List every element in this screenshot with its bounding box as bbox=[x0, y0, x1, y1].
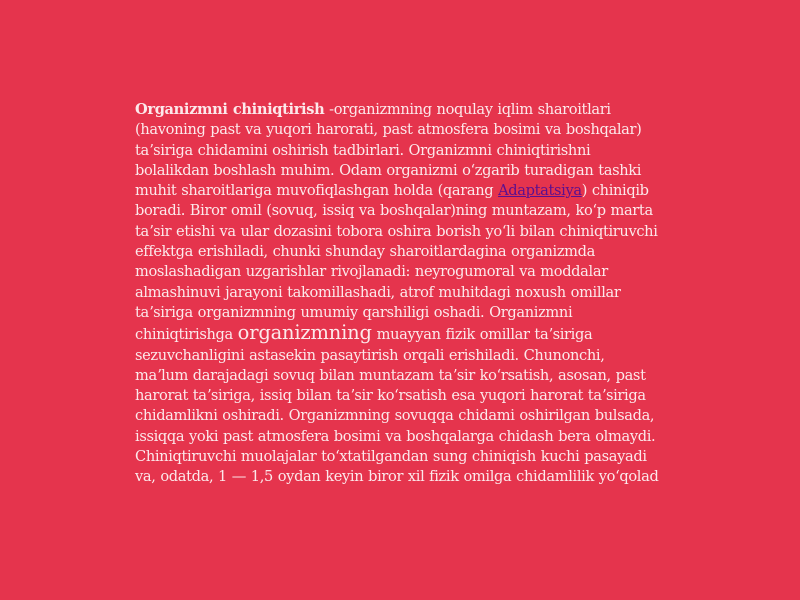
article-text-part-2: ) chiniqib boradi. Biror omil (sovuq, issiq va boshqalar)ning muntazam, koʻp marta taʼsir etishi va ular dozasini tobora oshira borish yoʻli bilan chiniqtiruvchi effektga erishiladi, chunki shunday sharoitlardagina organizmda moslashadigan uzgarishlar rivojlanadi: neyrogumoral va moddalar almashinuvi jarayoni takomillashadi, atrof muhitdagi noxush omillar taʼsiriga organizmning umumiy qarshiligi oshadi. Organizmni chiniqtirishga bbox=[135, 182, 658, 344]
article-text-block bbox=[135, 100, 660, 488]
article-term: Organizmni chiniqtirish bbox=[135, 101, 325, 118]
article-large-word: organizmning bbox=[237, 321, 372, 345]
adaptatsiya-link[interactable]: Adaptatsiya bbox=[498, 182, 582, 200]
article-paragraph bbox=[135, 100, 660, 488]
article-text-part-1: -organizmning noqulay iqlim sharoitlari (havoning past va yuqori harorati, past atmosfera bosimi va boshqalar) taʼsiriga chidamini oshirish tadbirlari. Organizmni chiniqtirishni bolalikdan boshlash muhim. Odam organizmi oʻzgarib turadigan tashki muhit sharoitlariga muvofiqlashgan holda (qarang bbox=[135, 101, 642, 200]
article-text-part-3: muayyan fizik omillar taʼsiriga sezuvchanligini astasekin pasaytirish orqali erishiladi. Chunonchi, maʼlum darajadagi sovuq bilan muntazam taʼsir koʻrsatish, asosan, past harorat taʼsiriga, issiq bilan taʼsir koʻrsatish esa yuqori harorat taʼsiriga chidamlikni oshiradi. Organizmning sovuqqa chidami oshirilgan bulsada, issiqqa yoki past atmosfera bosimi va boshqalarga chidash bera olmaydi. Chiniqtiruvchi muolajalar toʻxtatilgandan sung chiniqish kuchi pasayadi va, odatda, 1 — 1,5 oydan keyin biror xil fizik omilga chidamlilik yoʻqolad bbox=[135, 326, 659, 486]
